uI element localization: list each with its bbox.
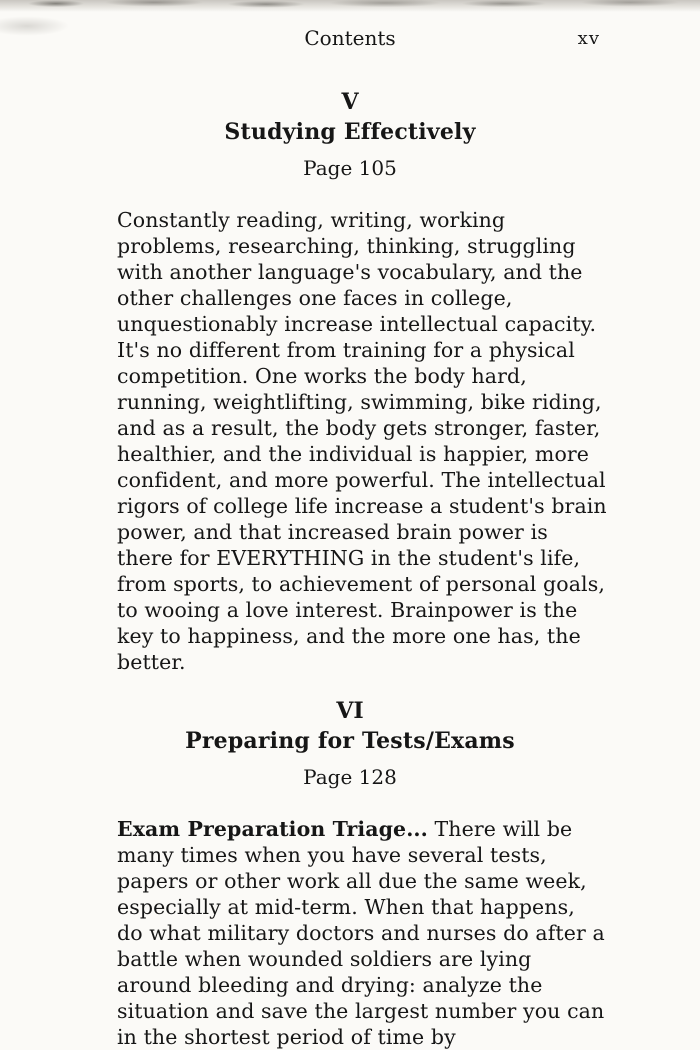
page-number-roman: xv bbox=[577, 28, 600, 49]
contents-title: Contents bbox=[304, 26, 396, 50]
section-preparing-for-tests bbox=[0, 699, 700, 789]
chapter-title: Studying Effectively bbox=[224, 119, 476, 146]
page-header bbox=[0, 0, 700, 50]
section-vi-body: There will be many times when you have several tests, papers or other work all due the same week, especially at mid-term. When that happens, do what military doctors and nurses do after a battle when wounded soldiers are lying around bleeding and drying: analyze the situation and save the largest number you can in the shortest period of time by bbox=[117, 817, 605, 1050]
section-v-description bbox=[117, 207, 607, 675]
chapter-title: Preparing for Tests/Exams bbox=[185, 728, 515, 755]
section-vi-description bbox=[117, 816, 607, 1050]
section-vi-lead: Exam Preparation Triage... bbox=[117, 817, 428, 842]
section-studying-effectively bbox=[0, 90, 700, 180]
section-v-body: Constantly reading, writing, working problems, researching, thinking, struggling with another language's vocabulary, and the other challenges one faces in college, unquestionably increase intellectual capacity. It's no different from training for a physical competition. One works the body hard, running, weightlifting, swimming, bike riding, and as a result, the body gets stronger, faster, healthier, and the individual is happier, more confident, and more powerful. The intellectual rigors of college life increase a student's brain power, and that increased brain power is there for EVERYTHING in the student's life, from sports, to achievement of personal goals, to wooing a love interest. Brainpower is the key to happiness, and the more one has, the better. bbox=[117, 208, 607, 675]
chapter-number: V bbox=[341, 89, 359, 115]
chapter-page-label: Page 128 bbox=[303, 765, 397, 790]
chapter-number: VI bbox=[336, 698, 364, 725]
chapter-page-label: Page 105 bbox=[303, 156, 397, 181]
